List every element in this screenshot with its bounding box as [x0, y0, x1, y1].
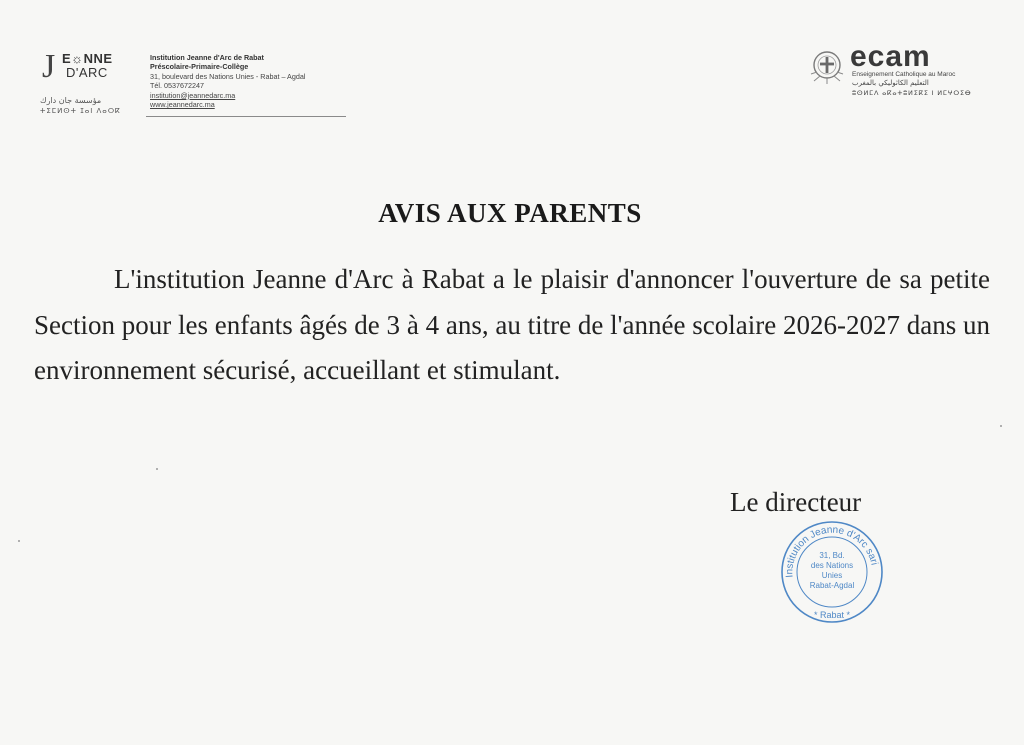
stamp-ring-text: Institution Jeanne d'Arc sari: [784, 524, 880, 578]
institution-levels: Préscolaire-Primaire-Collège: [150, 62, 249, 72]
ecam-wordmark: ecam: [850, 40, 931, 73]
signature-label: Le directeur: [730, 487, 862, 517]
stamp-line-4: Rabat-Agdal: [809, 581, 855, 590]
stamp-ring-bottom: * Rabat *: [813, 610, 851, 620]
notice-body: [34, 257, 990, 394]
ecam-arabic-text: التعليم الكاثوليكي بالمغرب: [852, 79, 929, 87]
institution-name: Institution Jeanne d'Arc de Rabat: [150, 53, 264, 62]
institution-phone: Tél. 0537672247: [150, 81, 204, 91]
logo-amazigh-text: ⵜⵉⵎⵍⵙⵜ ⵊⴰⵏ ⴷⴰⵔⴽ: [40, 107, 121, 115]
website-link[interactable]: www.jeannedarc.ma: [150, 100, 215, 110]
logo-arabic-text: مؤسسة جان دارك: [40, 96, 102, 105]
notice-title: AVIS AUX PARENTS: [378, 198, 642, 228]
institution-stamp: [778, 520, 886, 624]
header-divider: [146, 116, 346, 117]
stamp-line-3: Unies: [821, 571, 843, 580]
logo-letter-j: J: [42, 48, 56, 85]
logo-word-darc: D'ARC: [66, 65, 108, 80]
jeanne-darc-logo: [36, 46, 142, 118]
ecam-logo: [808, 40, 978, 104]
ecam-subtitle: Enseignement Catholique au Maroc: [852, 71, 956, 78]
scan-speck: [18, 540, 20, 542]
stamp-line-2: des Nations: [810, 561, 854, 570]
email-link[interactable]: institution@jeannedarc.ma: [150, 90, 236, 100]
scan-speck: [1000, 425, 1002, 427]
institution-address: 31, boulevard des Nations Unies - Rabat – Agdal: [150, 71, 306, 81]
stamp-line-1: 31, Bd.: [819, 551, 845, 560]
ecam-emblem-icon: [808, 49, 846, 87]
contact-block: [150, 53, 350, 109]
ecam-amazigh-text: ⵓⵙⵍⵎⴷ ⴰⴽⴰⵜⵓⵍⵉⴽⵉ ⵏ ⵍⵎⵖⵔⵉⴱ: [852, 89, 972, 97]
scan-speck: [156, 468, 158, 470]
logo-word-eanne: E☼NNE: [62, 51, 113, 66]
notice-paragraph: L'institution Jeanne d'Arc à Rabat a le plaisir d'annoncer l'ouverture de sa petite Section pour les enfants âgés de 3 à 4 ans, au titre de l'année scolaire 2026-2027 dans un environnement sécurisé, accueillant et stimulant.: [34, 264, 990, 385]
